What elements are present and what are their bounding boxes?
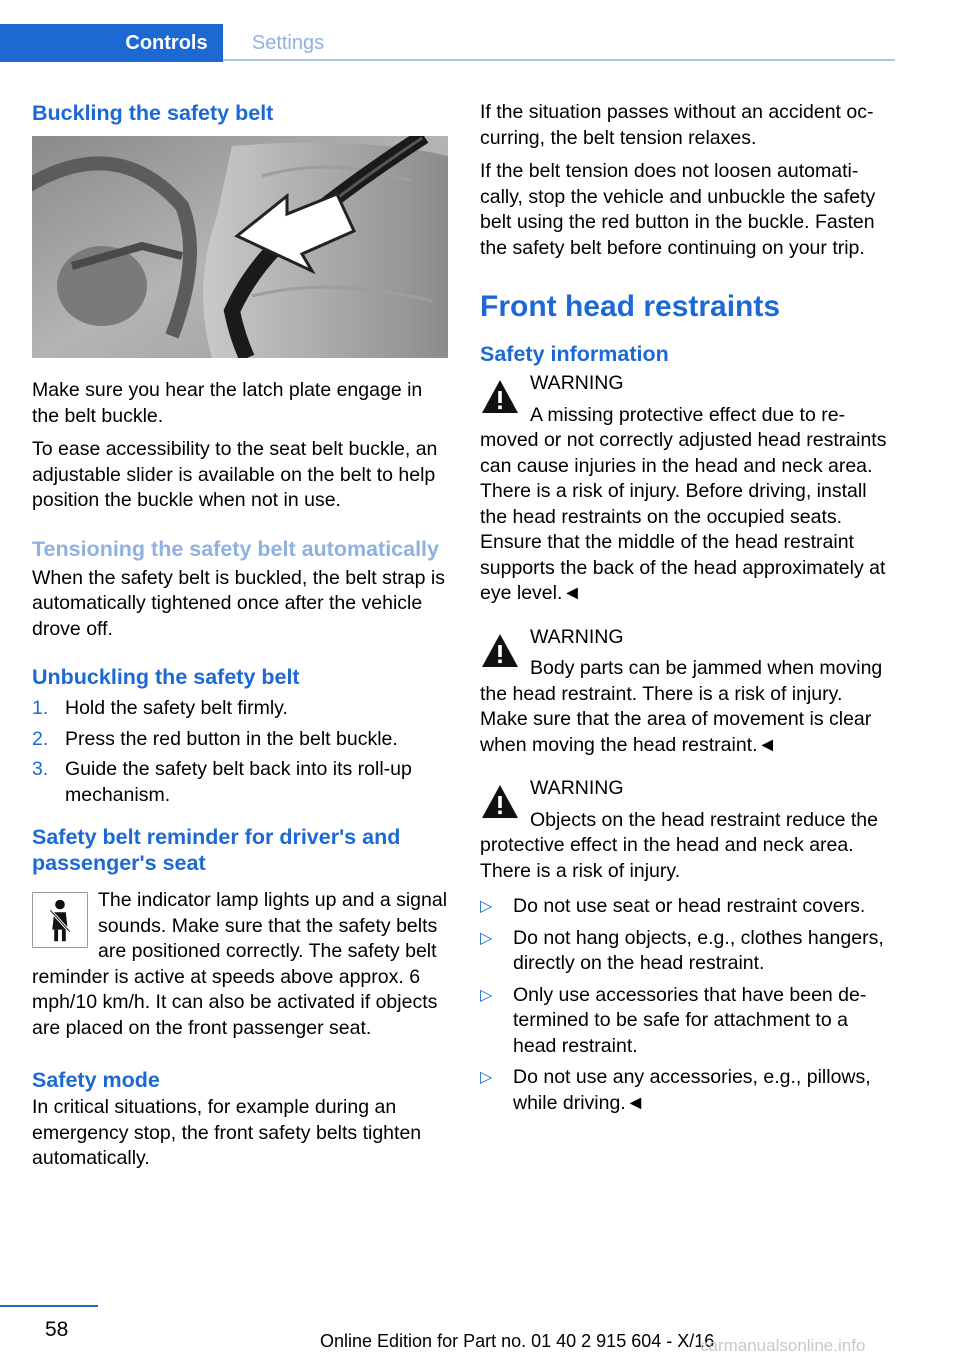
step-number: 2. [32,727,49,750]
list-item [32,696,450,722]
heading-unbuckling: Unbuckling the safety belt [32,665,300,689]
belt-reminder-block [32,888,450,1041]
paragraph-safety-mode: In critical situations, for example during an emergency stop, the front safety belts tighten automatically. [32,1096,422,1169]
paragraph-tension-relaxes: If the situation passes without an accident occurring, the belt tension relaxes. [480,101,874,149]
triangle-right-icon: ▷ [480,929,493,947]
warning-block [480,776,892,884]
heading-tensioning: Tensioning the safety belt automatically [32,536,439,561]
edition-note: Online Edition for Part no. 01 40 2 915 604 - X/16 [320,1331,715,1351]
warning-text: Body parts can be jammed when moving the head restraint. There is a risk of injury. Make sure that the area of movement is clear when moving the head restraint.◄ [480,657,883,756]
warning-block [480,625,892,759]
bullet-text: Do not use seat or head restraint covers. [513,895,866,917]
heading-buckling: Buckling the safety belt [32,101,274,125]
watermark: carmanualsonline.info [700,1336,866,1355]
list-item [480,926,892,977]
heading-safety-information: Safety information [480,342,669,366]
tab-settings: Settings [251,31,325,54]
triangle-right-icon: ▷ [480,898,493,915]
paragraph-latch: Make sure you hear the latch plate engage in the belt buckle. [32,379,423,427]
warning-title: WARNING [530,625,624,648]
step-text: Guide the safety belt back into its roll-up mechanism. [65,758,412,806]
warning-triangle-icon [480,377,520,417]
tab-controls: Controls [0,24,223,62]
header-tabbar [0,0,895,62]
list-item [480,894,892,920]
seat-belt-photo [32,136,448,358]
seatbelt-reminder-icon [32,892,88,948]
paragraph-slider: To ease accessibility to the seat belt buckle, an adjustable slider is available on the belt to help position the buckle when not in use. [32,438,438,511]
page-number: 58 [45,1318,69,1341]
triangle-right-icon: ▷ [480,1069,493,1086]
heading-belt-reminder: Safety belt reminder for driver's and passenger's seat [32,825,401,875]
step-text: Hold the safety belt firmly. [65,697,288,719]
list-item [32,727,450,753]
step-number: 3. [32,758,49,780]
left-column [32,100,450,1180]
step-text: Press the red button in the belt buckle. [65,727,398,750]
bullet-text: Do not hang objects, e.g., clothes hangers, directly on the head restraint. [513,926,884,974]
heading-safety-mode: Safety mode [32,1068,160,1092]
triangle-right-icon: ▷ [480,986,493,1004]
right-column [480,100,892,1122]
warning-title: WARNING [530,372,624,394]
bullet-text: Do not use any accessories, e.g., pillows, while driving.◄ [513,1066,871,1114]
paragraph-tension-loosen: If the belt tension does not loosen automatically, stop the vehicle and unbuckle the safety belt using the red button in the buckle. Fasten the safety belt before continuing on your trip. [480,160,876,259]
paragraph-belt-reminder: The indicator lamp lights up and a signal sounds. Make sure that the safety belts are positioned correctly. The safety belt reminder is active at speeds above approx. 6 mph/10 km/h. It can also be activated if objects are placed on the front passenger seat. [32,889,448,1039]
header-divider [223,59,895,61]
bullet-text: Only use accessories that have been determined to be safe for attachment to a head restraint. [513,983,867,1057]
head-restraint-bullets [480,894,892,1116]
unbuckling-steps [32,696,450,808]
warning-triangle-icon [480,631,520,671]
footer-divider [0,1305,98,1307]
list-item [480,983,892,1060]
list-item [480,1065,892,1116]
list-item [32,757,450,808]
step-number: 1. [32,697,49,719]
heading-front-head-restraints: Front head restraints [480,290,781,323]
paragraph-tensioning: When the safety belt is buckled, the belt strap is automatically tightened once after the vehicle drove off. [32,566,445,640]
warning-text: A missing protective effect due to removed or not correctly adjusted head restraints can cause injuries in the head and neck area. There is a risk of injury. Before driving, install the head restraints on the occupied seats. Ensure that the middle of the head restraint supports the back of the head approximately at eye level.◄ [480,403,887,604]
warning-triangle-icon [480,782,520,822]
warning-block [480,371,892,607]
warning-title: WARNING [530,777,624,799]
warning-text: Objects on the head restraint reduce the protective effect in the head and neck area. There is a risk of injury. [480,808,878,882]
